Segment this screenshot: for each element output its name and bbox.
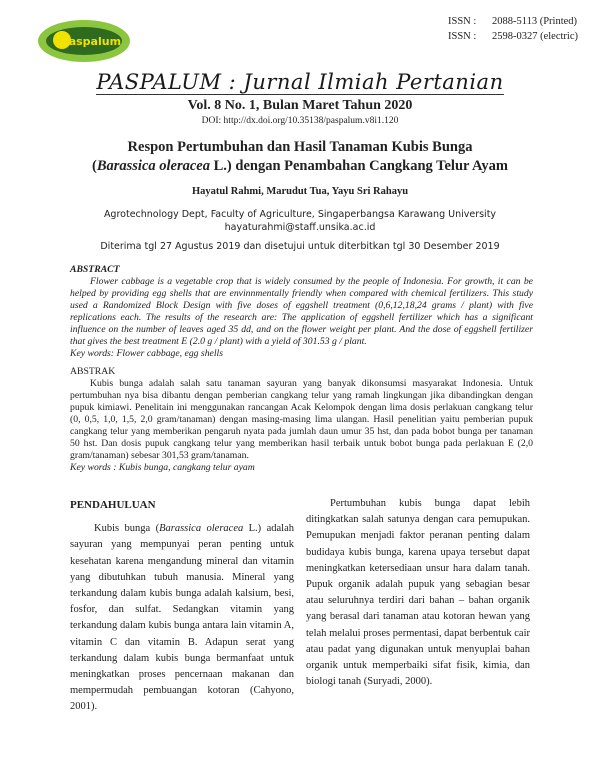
abstract-heading: ABSTRACT xyxy=(70,264,120,275)
article-title xyxy=(0,138,600,176)
journal-logo xyxy=(36,18,132,64)
issn-electronic: 2598-0327 (electric) xyxy=(491,31,578,42)
submission-dates: Diterima tgl 27 Agustus 2019 dan disetujui untuk diterbitkan tgl 30 Desember 2019 xyxy=(100,241,500,252)
title-species: Barassica oleracea xyxy=(96,158,210,174)
abstract-indonesian xyxy=(70,366,533,474)
issn-electronic-label: ISSN : xyxy=(447,31,477,42)
abstract-keywords: Key words: Flower cabbage, egg shells xyxy=(70,348,224,359)
abstrak-keywords: Key words : Kubis bunga, cangkang telur ayam xyxy=(70,462,255,473)
body-left-column xyxy=(70,497,294,716)
body-right-column xyxy=(306,496,530,690)
issn-block xyxy=(448,14,578,44)
doi-link[interactable]: DOI: http://dx.doi.org/10.35138/paspalum.v8i1.120 xyxy=(201,116,399,126)
issn-print-row xyxy=(448,14,578,29)
intro-paragraph-2: Pertumbuhan kubis bunga dapat lebih ditingkatkan salah satunya dengan cara pemupukan. Pemupukan menjadi faktor peranan penting dalam budidaya kubis bunga, karena upaya tersebut dapat meningkatkan ketersediaan unsur hara dalam tanah. Pupuk organik adalah pupuk yang sebagian besar atau seluruhnya terdiri dari bahan – bahan organik yang berasal dari tanaman atau kotoran hewan yang telah melalui proses permentasi, dapat berbentuk cair atau padat yang digunakan untuk menyuplai bahan organik untuk memperbaiki sifat fisik, kimia, dan biologi tanah (Suryadi, 2000). xyxy=(306,498,530,688)
intro-paragraph-1 xyxy=(70,521,294,715)
issn-print: 2088-5113 (Printed) xyxy=(491,16,578,27)
journal-name-text: PASPALUM : Jurnal Ilmiah Pertanian xyxy=(96,70,504,94)
title-line-2-rest: L.) dengan Penambahan Cangkang Telur Ayam xyxy=(210,158,509,174)
journal-name xyxy=(0,70,600,94)
abstrak-text: Kubis bunga adalah salah satu tanaman sayuran yang banyak dikonsumsi masyarakat Indonesia. Untuk pertumbuhan nya bisa dibantu dengan pemberian cangkang telur yang ramah lingkungan jika dibandingkan dengan pupuk kimiawi. Penelitain ini menggunakan rancangan Acak Kelompok dengan lima dosis perlakuan cangkang telur (0, 0,5, 1,0, 1,5, 2,0 gram/tanaman) dengan masing-masing lima ulangan. Hasil penelitian yaitu pemberian pupuk cangkang telur yang memberikan pengaruh nyata pada jumlah daun umur 35 hst, dan pada bobot bunga per tanaman 50 hst. Dan dosis pupuk cangkang telur yang memberikan hasil terbaik untuk bobot bunga pada perlakuan E (2,0 gram/tanaman) sebesar 301,53 gram/tanaman. xyxy=(70,378,533,461)
title-line-1: Respon Pertumbuhan dan Hasil Tanaman Kubis Bunga xyxy=(127,139,473,155)
intro-post: L.) adalah sayuran yang mempunyai peran penting untuk kesehatan karena mengandung mineral dan vitamin yang dibutuhkan tubuh manusia. Mineral yang terkandung dalam kubis bunga adalah kalsium, besi, fosfor, dan sulfat. Sedangkan vitamin yang terkandung dalam kubis bunga antara lain vitamin A, vitamin C dan vitamin B. Adapun serat yang terkandung dalam kubis bunga bermanfaat untuk meningkatkan proses pencernaan makanan dan mempermudah pembuangan kotoran (Cahyono, 2001). xyxy=(70,523,294,713)
section-heading-pendahuluan: PENDAHULUAN xyxy=(70,499,156,511)
abstrak-heading: ABSTRAK xyxy=(70,366,116,377)
authors: Hayatul Rahmi, Marudut Tua, Yayu Sri Rahayu xyxy=(191,186,409,197)
intro-species: Barassica oleracea xyxy=(159,523,244,535)
abstract-english xyxy=(70,264,533,360)
title-line-2 xyxy=(0,157,600,176)
logo-text: Paspalum xyxy=(60,35,122,48)
author-email[interactable]: hayaturahmi@staff.unsika.ac.id xyxy=(224,222,376,233)
issn-electronic-row xyxy=(448,29,578,44)
affiliation: Agrotechnology Dept, Faculty of Agriculture, Singaperbangsa Karawang University xyxy=(103,209,497,220)
intro-pre: Kubis bunga ( xyxy=(94,523,160,535)
volume-info: Vol. 8 No. 1, Bulan Maret Tahun 2020 xyxy=(187,98,413,113)
issn-print-label: ISSN : xyxy=(447,16,477,27)
abstract-text: Flower cabbage is a vegetable crop that is widely consumed by the people of Indonesia. For growth, it can be helped by providing egg shells that are envinnmentally friendly when compared with chemical fertilizers. This study used a Randomized Block Design with five doses of eggshell treatment (0,6,12,18,24 grams / plant) with five replications each. The results of the research are: The application of eggshell fertilizer which has a significant influence on the number of leaves aged 35 dd, and on the flower weight per plant. And the dose of eggshell fertilizer that gives the best treatment E (2.0 g / plant) with a yield of 301.53 g / plant. xyxy=(70,276,533,347)
title-paren: ( xyxy=(91,158,97,174)
affiliation-block xyxy=(0,208,600,234)
